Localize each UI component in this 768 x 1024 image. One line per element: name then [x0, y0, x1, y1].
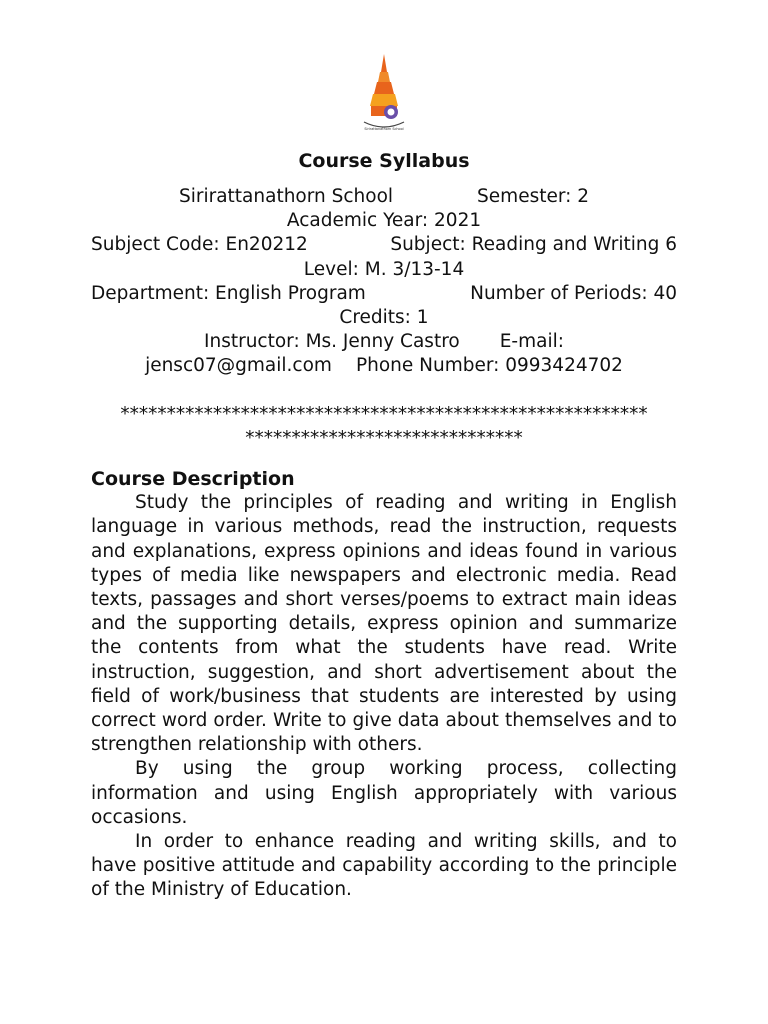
- course-info-header: [91, 185, 677, 379]
- instructor-line: [91, 330, 677, 354]
- separator-line-1: *********************************************************: [120, 403, 648, 425]
- emblem-tier-3: [370, 94, 398, 106]
- document-title: Course Syllabus: [298, 150, 470, 172]
- email-label: E-mail:: [499, 331, 564, 353]
- email-address: jensc07@gmail.com: [145, 355, 332, 377]
- emblem-spire: [381, 54, 387, 72]
- emblem-seal-inner: [388, 109, 395, 116]
- separator-stars: [91, 403, 677, 451]
- number-of-periods: Number of Periods: 40: [470, 282, 677, 304]
- semester: Semester: 2: [477, 186, 590, 207]
- syllabus-page: [91, 52, 677, 903]
- department: Department: English Program: [91, 282, 366, 304]
- emblem-tier-2: [374, 82, 394, 94]
- academic-year-line: [91, 209, 677, 233]
- separator-line-2: ******************************: [245, 427, 523, 449]
- contact-line: [91, 354, 677, 378]
- emblem-caption: Sirirattanathorn School: [364, 127, 404, 131]
- academic-year: Academic Year: 2021: [286, 210, 482, 232]
- course-description-paragraph-3: In order to enhance reading and writing skills, and to have positive attitude and capability according to the principle of the Ministry of Education.: [91, 831, 677, 901]
- subject-line: [91, 233, 677, 257]
- school-name: Sirirattanathorn School: [178, 186, 394, 207]
- credits-line: [91, 306, 677, 330]
- department-line: [91, 282, 677, 306]
- school-emblem-icon: [354, 52, 414, 136]
- level-line: [91, 258, 677, 282]
- course-description-paragraph-2: By using the group working process, collecting information and using English appropriately with various occasions.: [91, 758, 677, 828]
- emblem-tier-1: [378, 72, 390, 82]
- credits: Credits: 1: [339, 307, 429, 329]
- subject-name: Subject: Reading and Writing 6: [390, 234, 677, 256]
- subject-code: Subject Code: En20212: [91, 234, 308, 256]
- school-semester-line: [91, 185, 677, 209]
- course-description-heading: Course Description: [91, 468, 295, 491]
- level: Level: M. 3/13-14: [303, 258, 465, 280]
- course-description-paragraph-1: Study the principles of reading and writing in English language in various methods, read the instruction, requests and explanations, express opinions and ideas found in various types of media like newspapers and electronic media. Read texts, passages and short verses/poems to extract main ideas and the supporting details, express opinion and summarize the contents from what the students have read. Write instruction, suggestion, and short advertisement about the field of work/business that students are interested by using correct word order. Write to give data about themselves and to strengthen relationship with others.: [91, 492, 677, 756]
- instructor: Instructor: Ms. Jenny Castro: [204, 331, 460, 353]
- phone-number: Phone Number: 0993424702: [355, 355, 623, 377]
